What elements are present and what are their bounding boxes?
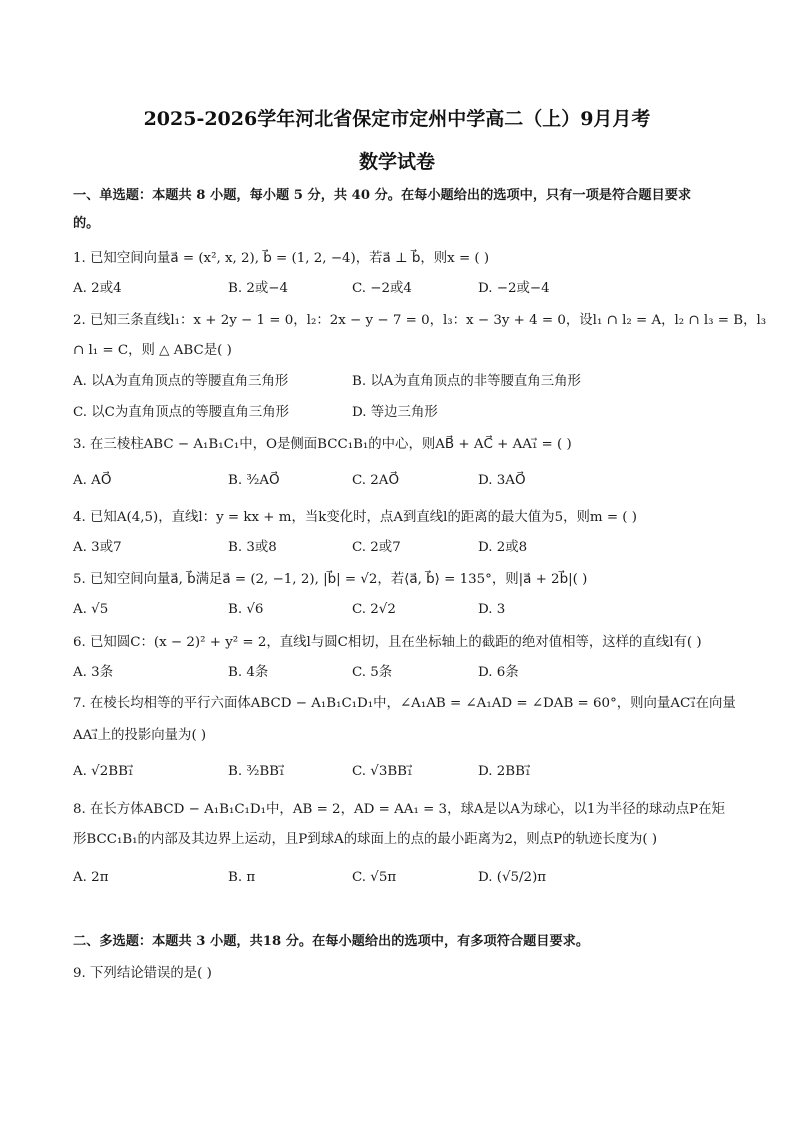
question-3-option-a: A. AO⃗ [73,473,112,488]
question-6-option-a: A. 3条 [73,665,114,680]
question-7-option-b: B. ³⁄₂BB₁⃗ [228,764,285,779]
question-6-option-d: D. 6条 [478,665,519,680]
question-5-option-a: A. √5 [73,602,109,617]
question-7-stem-line1: 7. 在棱长均相等的平行六面体ABCD − A₁B₁C₁D₁中，∠A₁AB = ∠A₁AD = ∠DAB = 60°，则向量AC₁⃗在向量 [73,696,736,711]
question-4-option-c: C. 2或7 [352,540,401,555]
question-7-option-c: C. √3BB₁⃗ [352,764,413,779]
section2-instructions: 二、多选题：本题共 3 小题，共18 分。在每小题给出的选项中，有多项符合题目要求。 [73,934,590,949]
question-7-stem-line2: AA₁⃗上的投影向量为( ) [73,728,207,743]
question-8-option-b: B. π [228,870,256,885]
question-9-stem: 9. 下列结论错误的是( ) [73,966,212,981]
question-1-option-c: C. −2或4 [352,281,412,296]
question-7-option-d: D. 2BB₁⃗ [478,764,531,779]
question-4-stem: 4. 已知A(4,5)，直线l：y = kx + m，当k变化时，点A到直线l的距离的最大值为5，则m = ( ) [73,510,637,525]
question-5-stem: 5. 已知空间向量a⃗, b⃗满足a⃗ = (2, −1, 2), |b⃗| = √2，若⟨a⃗, b⃗⟩ = 135°，则|a⃗ + 2b⃗|( ) [73,572,588,587]
question-8-stem-line1: 8. 在长方体ABCD − A₁B₁C₁D₁中，AB = 2，AD = AA₁ = 3，球A是以A为球心，以1为半径的球动点P在矩 [73,802,725,817]
question-2-stem-line1: 2. 已知三条直线l₁：x + 2y − 1 = 0，l₂：2x − y − 7 = 0，l₃：x − 3y + 4 = 0，设l₁ ∩ l₂ = A，l₂ ∩ l₃ = B，l₃ [73,313,767,328]
question-1-stem: 1. 已知空间向量a⃗ = (x², x, 2), b⃗ = (1, 2, −4)，若a⃗ ⊥ b⃗，则x = ( ) [73,251,490,266]
question-1-option-b: B. 2或−4 [228,281,289,296]
question-5-option-c: C. 2√2 [352,602,396,617]
question-3-option-d: D. 3AO⃗ [478,473,526,488]
question-2-option-c: C. 以C为直角顶点的等腰直角三角形 [73,405,289,420]
question-8-option-c: C. √5π [352,870,397,885]
question-8-stem-line2: 形BCC₁B₁的内部及其边界上运动，且P到球A的球面上的点的最小距离为2，则点P的轨迹长度为( ) [73,832,658,847]
section1-instructions-line1: 一、单选题：本题共 8 小题，每小题 5 分，共 40 分。在每小题给出的选项中，只有一项是符合题目要求 [73,188,692,203]
exam-subtitle: 数学试卷 [358,151,435,173]
question-4-option-d: D. 2或8 [478,540,528,555]
question-3-option-b: B. ³⁄₂AO⃗ [228,473,280,488]
question-3-option-c: C. 2AO⃗ [352,473,400,488]
question-6-option-b: B. 4条 [228,665,269,680]
question-3-stem: 3. 在三棱柱ABC − A₁B₁C₁中，O是侧面BCC₁B₁的中心，则AB⃗ + AC⃗ + AA₁⃗ = ( ) [73,437,572,452]
question-6-stem: 6. 已知圆C：(x − 2)² + y² = 2，直线l与圆C相切，且在坐标轴上的截距的绝对值相等，这样的直线l有( ) [73,635,702,650]
question-8-option-a: A. 2π [73,870,109,885]
question-2-option-b: B. 以A为直角顶点的非等腰直角三角形 [352,374,581,389]
question-4-option-b: B. 3或8 [228,540,277,555]
question-4-option-a: A. 3或7 [73,540,122,555]
question-2-option-d: D. 等边三角形 [352,405,438,420]
question-8-option-d: D. (√5/2)π [478,870,547,885]
question-5-option-b: B. √6 [228,602,264,617]
question-1-option-d: D. −2或−4 [478,281,550,296]
question-2-option-a: A. 以A为直角顶点的等腰直角三角形 [73,374,289,389]
question-6-option-c: C. 5条 [352,665,393,680]
question-5-option-d: D. 3 [478,602,506,617]
question-7-option-a: A. √2BB₁⃗ [73,764,134,779]
question-1-option-a: A. 2或4 [73,281,122,296]
question-2-stem-line2: ∩ l₁ = C，则 △ ABC是( ) [73,343,232,358]
exam-title: 2025-2026学年河北省保定市定州中学高二（上）9月月考 [143,108,651,130]
section1-instructions-line2: 的。 [73,216,100,231]
